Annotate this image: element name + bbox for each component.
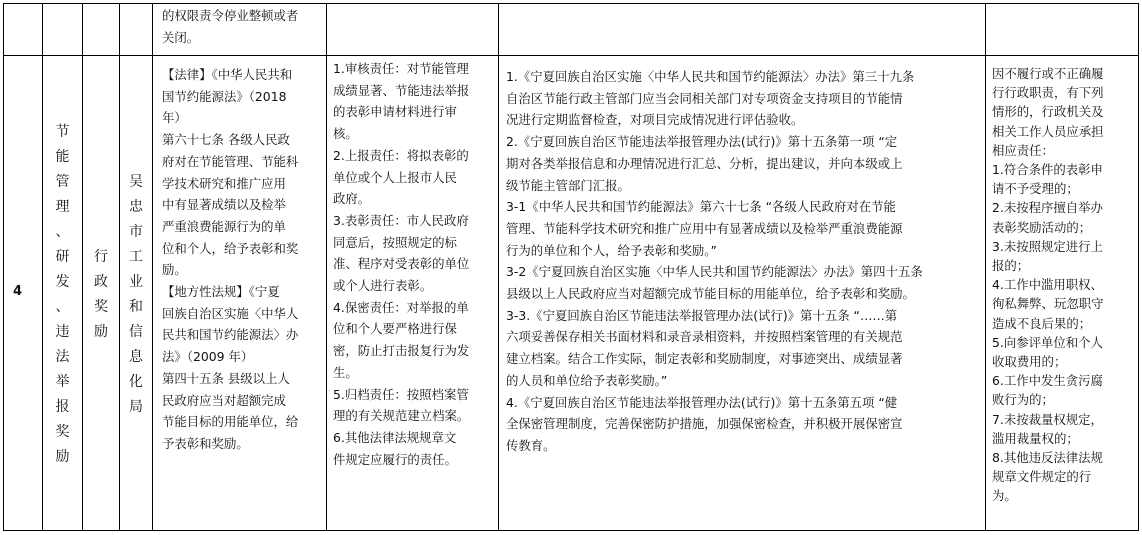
accountability-item: 7.未按裁量权规定， 滥用裁量权的； (992, 411, 1103, 446)
department-char: 忠 (129, 199, 143, 215)
item-name-char: 节 (55, 124, 70, 140)
item-name-char: 理 (55, 199, 70, 215)
responsibility-basis-item: 3-1《中华人民共和国节约能源法》第六十七条 “各级人民政府对在节能 管理、节能科学技术研究和推广应用中有显著成绩以及检举严重浪费能源 行为的单位和个人，给予表彰和奖励。” (506, 199, 903, 258)
legal-basis-paragraph: 第四十五条 县级以上人 民政府应当对超额完成 节能目标的用能单位，给 予表彰和奖励。 (162, 370, 299, 451)
item-name-char: 法 (55, 349, 70, 365)
accountability-item: 5.向参评单位和个人 收取费用的； (992, 334, 1103, 370)
item-name-cell (43, 124, 82, 465)
item-name-char: 奖 (55, 424, 70, 440)
responsibility-basis-cell (506, 66, 984, 457)
responsibility-item: 6.其他法律法规规章文 件规定应履行的责任。 (333, 429, 457, 467)
item-name-char: 、 (55, 299, 70, 315)
responsibility-basis-item: 4.《宁夏回族自治区节能违法举报管理办法(试行)》第十五条第五项 “健 全保密管理制度，完善保密防护措施，加强保密检查，并积极开展保密宣 传教育。 (506, 394, 903, 453)
department-char: 吴 (129, 174, 143, 190)
item-name-char: 报 (55, 399, 70, 415)
table-border (498, 3, 499, 531)
department-char: 和 (129, 299, 143, 315)
table-border (985, 3, 986, 531)
category-char: 励 (94, 324, 108, 340)
table-border (152, 3, 153, 531)
category-char: 奖 (94, 299, 108, 315)
accountability-item: 4.工作中滥用职权、 徇私舞弊、玩忽职守 造成不良后果的； (992, 277, 1104, 331)
legal-basis-cell (162, 64, 326, 455)
accountability-item: 3.未按照规定进行上 报的； (992, 238, 1103, 274)
responsibility-basis-item: 3-2《宁夏回族自治区实施〈中华人民共和国节约能源法〉办法》第四十五条 县级以上人民政府应当对超额完成节能目标的用能单位，给予表彰和奖励。 (506, 264, 923, 302)
legal-basis-paragraph: 【地方性法规】《宁夏 回族自治区实施〈中华人 民共和国节约能源法〉办 法》（2009 年） (162, 284, 299, 365)
accountability-item: 6.工作中发生贪污腐 败行为的； (992, 373, 1103, 408)
item-name-char: 违 (55, 324, 70, 340)
item-name-char: 能 (55, 149, 70, 165)
table-border (3, 55, 1139, 56)
department-char: 市 (129, 224, 143, 240)
accountability-item: 1.符合条件的表彰申 请不予受理的； (992, 162, 1103, 197)
department-char: 业 (129, 274, 143, 290)
table-border (326, 3, 327, 531)
department-char: 化 (129, 374, 143, 390)
accountability-item: 因不履行或不正确履 行行政职责，有下列 情形的，行政机关及 相关工作人员应承担 相应责任： (992, 66, 1104, 158)
item-name-char: 举 (55, 374, 70, 390)
department-char: 息 (129, 349, 143, 365)
department-char: 信 (129, 324, 143, 340)
responsibility-basis-item: 2.《宁夏回族自治区节能违法举报管理办法(试行)》第十五条第一项 “定 期对各类举报信息和办理情况进行汇总、分析，提出建议，并向本级或上 级节能主管部门汇报。 (506, 134, 903, 193)
responsibility-basis-item: 3-3.《宁夏回族自治区节能违法举报管理办法(试行)》第十五条 “……第 六项妥善保存相关书面材料和录音录相资料，并按照档案管理的有关规范 建立档案。结合工作实际，制定表彰和奖励制度，对事迹突出、成绩显著 的人员和单位给予表彰奖励。” (506, 307, 903, 388)
category-cell (83, 240, 119, 350)
item-name-char: 研 (55, 249, 70, 265)
responsibility-item: 1.审核责任：对节能管理 成绩显著、节能违法举报 的表彰申请材料进行审 核。 (333, 61, 470, 142)
item-name-char: 发 (55, 274, 70, 290)
item-name-char: 励 (55, 449, 70, 465)
responsibility-basis-item: 1.《宁夏回族自治区实施〈中华人民共和国节约能源法〉办法》第三十九条 自治区节能行政主管部门应当会同相关部门对专项资金支持项目的节能情 况进行定期监督检查，对项目完成情况进行评估验收。 (506, 69, 915, 128)
accountability-item: 8.其他违反法律法规 规章文件规定的行 为。 (992, 450, 1103, 504)
department-cell (120, 160, 152, 430)
top-row-basis-tail: 的权限责令停业整顿或者 关闭。 (162, 8, 299, 45)
table-border (3, 3, 4, 531)
row-number: 4 (13, 284, 23, 299)
responsibility-item: 5.归档责任：按照档案管 理的有关规范建立档案。 (333, 386, 470, 424)
legal-basis-paragraph: 第六十七条 各级人民政 府对在节能管理、节能科 学技术研究和推广应用 中有显著成绩以及检举 严重浪费能源行为的单 位和个人，给予表彰和奖 励。 (162, 132, 299, 278)
item-name-char: 管 (55, 174, 70, 190)
responsibility-item: 4.保密责任：对举报的单 位和个人要严格进行保 密，防止打击报复行为发 生。 (333, 299, 470, 380)
accountability-item: 2.未按程序擅自举办 表彰奖励活动的； (992, 200, 1103, 235)
category-char: 政 (94, 274, 108, 290)
item-name-char: 、 (55, 224, 70, 240)
table-border (3, 3, 1139, 4)
responsibility-item: 2.上报责任：将拟表彰的 单位或个人上报市人民 政府。 (333, 147, 469, 207)
legal-basis-paragraph: 【法律】《中华人民共和 国节约能源法》（2018 年） (162, 67, 293, 126)
responsibility-item: 3.表彰责任：市人民政府 同意后，按照规定的标 准、程序对受表彰的单位 或个人进行表彰。 (333, 212, 470, 294)
category-char: 行 (94, 249, 108, 265)
table-border (3, 530, 1139, 531)
accountability-cell (992, 64, 1138, 506)
department-char: 工 (129, 249, 143, 265)
table-border (1138, 3, 1139, 531)
department-char: 局 (129, 399, 143, 415)
responsibilities-cell (333, 58, 498, 470)
